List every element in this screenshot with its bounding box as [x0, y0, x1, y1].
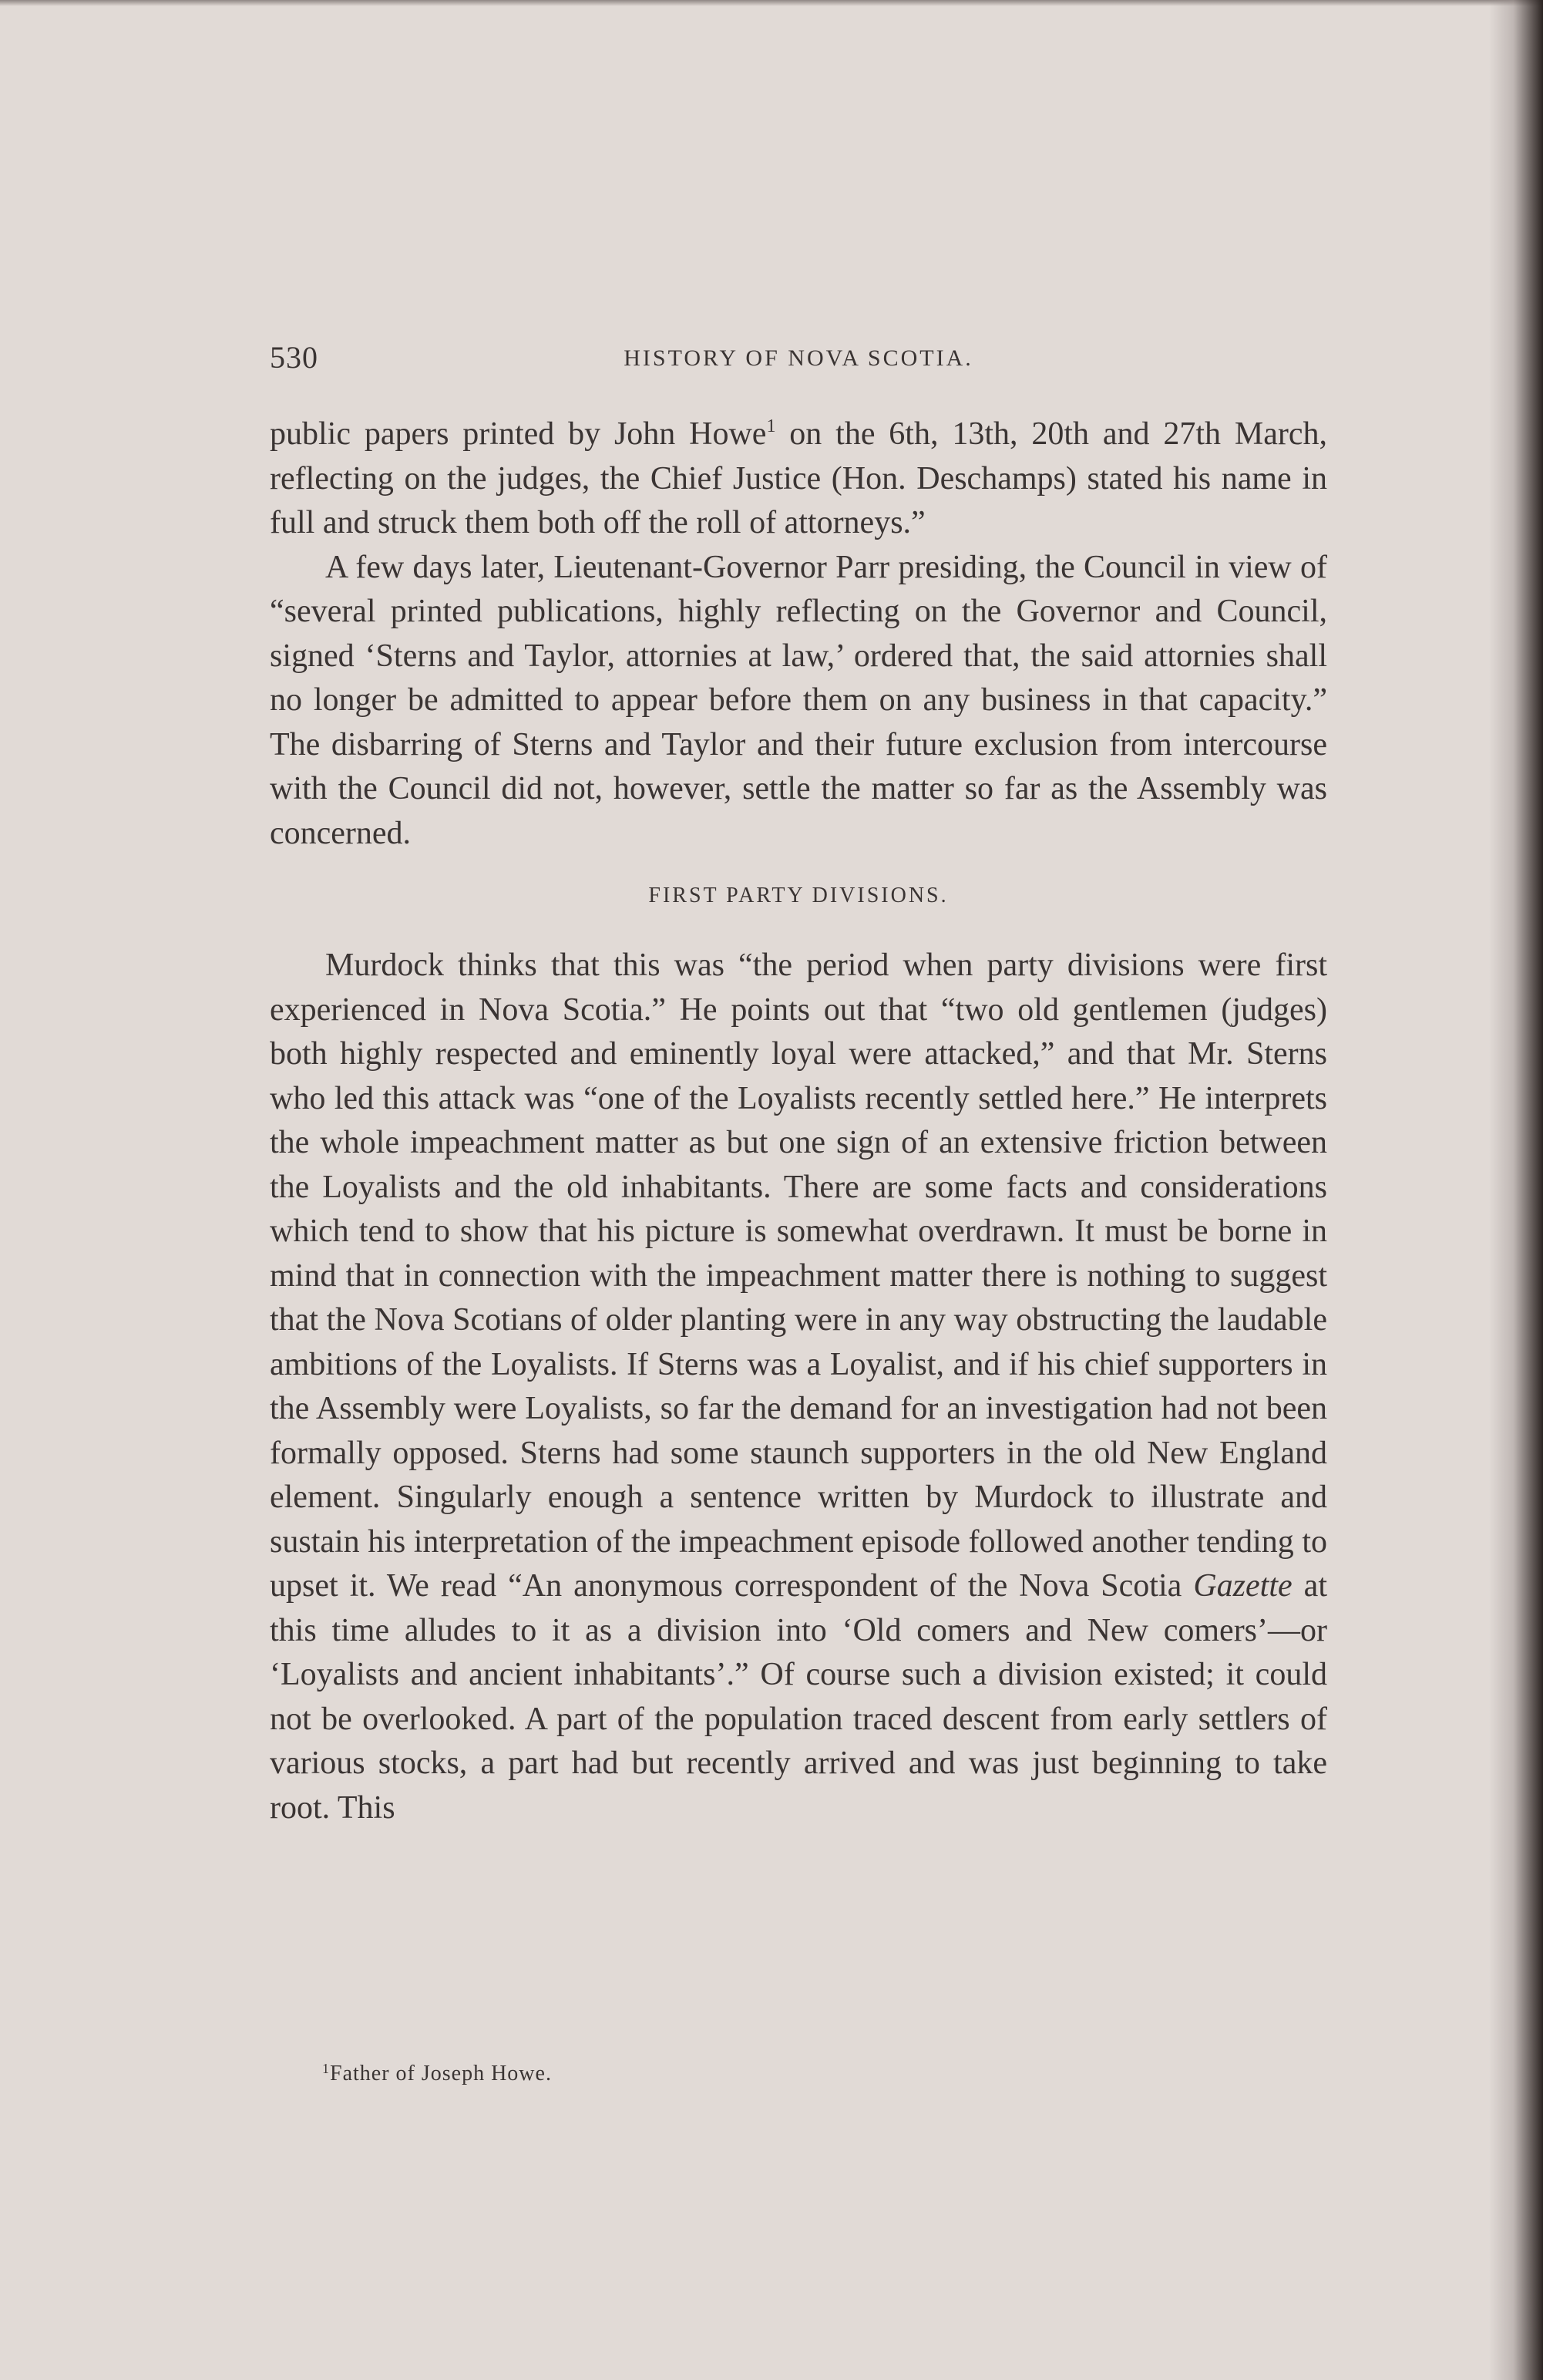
page-header: [270, 339, 1327, 378]
page-binding-shadow: [1489, 0, 1543, 2380]
italic-gazette: Gazette: [1193, 1568, 1293, 1604]
paragraph-1-start: public papers printed by John Howe: [270, 416, 767, 452]
footnote-reference: 1: [766, 416, 776, 436]
running-head: HISTORY OF NOVA SCOTIA.: [624, 345, 973, 371]
footnote: [322, 2061, 552, 2086]
footnote-mark: 1: [322, 2061, 330, 2076]
paragraph-1-end: on the 6th, 13th, 20th and 27th March, reflecting on the judges, the Chief Justice (Hon. Deschamps) stated his name in full and struck them both off the roll of attorneys.”: [270, 416, 1327, 540]
body-text: [270, 412, 1327, 1830]
page-number: 530: [270, 340, 318, 375]
page-top-edge: [0, 0, 1543, 6]
paragraph-2: A few days later, Lieutenant-Governor Parr presiding, the Council in view of “several printed publications, highly reflecting on the Governor and Council, signed ‘Sterns and Taylor, attornies at law,’ ordered that, the said attornies shall no longer be admitted to appear before them on any business in that capacity.” The disbarring of Sterns and Taylor and their future exclusion from intercourse with the Council did not, however, settle the matter so far as the Assembly was concerned.: [270, 549, 1327, 851]
footnote-text: Father of Joseph Howe.: [330, 2062, 552, 2085]
section-heading: FIRST PARTY DIVISIONS.: [648, 884, 949, 907]
paragraph-1: [270, 412, 1327, 546]
paragraph-3: [270, 944, 1327, 1830]
paragraph-3-end: at this time alludes to it as a division into ‘Old comers and New comers’—or ‘Loyalists and ancient inhabitants’.” Of course such a division existed; it could not be overlooked. A part of the population traced descent from early settlers of various stocks, a part had but recently arrived and was just beginning to take root. This: [270, 1568, 1327, 1826]
paragraph-3-start: Murdock thinks that this was “the period when party divisions were first experienced in Nova Scotia.” He points out that “two old gentlemen (judges) both highly respected and eminently loyal were attacked,” and that Mr. Sterns who led this attack was “one of the Loyalists recently settled here.” He interprets the whole impeachment matter as but one sign of an extensive friction between the Loyalists and the old inhabitants. There are some facts and considerations which tend to show that his picture is somewhat overdrawn. It must be borne in mind that in connection with the impeachment matter there is nothing to suggest that the Nova Scotians of older planting were in any way obstructing the laudable ambitions of the Loyalists. If Sterns was a Loyalist, and if his chief supporters in the Assembly were Loyalists, so far the demand for an investigation had not been formally opposed. Sterns had some staunch supporters in the old New England element. Singularly enough a sentence written by Murdock to illustrate and sustain his interpretation of the impeachment episode followed another tending to upset it. We read “An anonymous correspondent of the Nova Scotia: [270, 948, 1327, 1604]
